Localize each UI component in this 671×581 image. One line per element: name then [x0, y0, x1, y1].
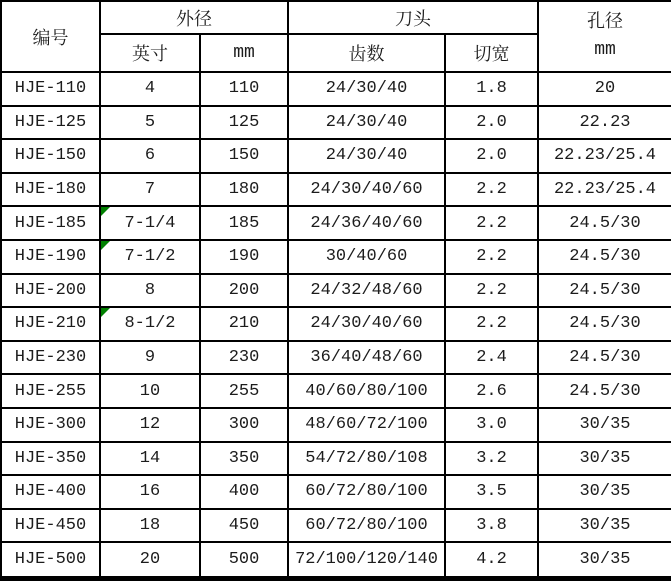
table-row: [1, 307, 671, 341]
code-cell: HJE-230: [1, 341, 100, 375]
bore-cell: 22.23/25.4: [538, 173, 671, 207]
teeth-cell: 72/100/120/140: [288, 542, 445, 578]
inch-cell: 7: [100, 173, 200, 207]
bore-cell: 20: [538, 72, 671, 106]
code-cell: HJE-110: [1, 72, 100, 106]
table-row: [1, 475, 671, 509]
table-row: [1, 139, 671, 173]
inch-cell: 9: [100, 341, 200, 375]
mm-cell: 500: [200, 542, 288, 578]
table-row: [1, 341, 671, 375]
table-row: [1, 509, 671, 543]
code-cell: HJE-350: [1, 442, 100, 476]
mm-cell: 110: [200, 72, 288, 106]
code-cell: HJE-210: [1, 307, 100, 341]
inch-cell: 20: [100, 542, 200, 578]
cut-width-cell: 2.2: [445, 240, 538, 274]
teeth-cell: 36/40/48/60: [288, 341, 445, 375]
bore-cell: 30/35: [538, 442, 671, 476]
error-flag-icon: [101, 241, 110, 250]
table-row: [1, 206, 671, 240]
cut-width-cell: 4.2: [445, 542, 538, 578]
cut-width-cell: 2.0: [445, 139, 538, 173]
teeth-cell: 48/60/72/100: [288, 408, 445, 442]
teeth-cell: 30/40/60: [288, 240, 445, 274]
mm-cell: 185: [200, 206, 288, 240]
teeth-cell: 40/60/80/100: [288, 374, 445, 408]
cut-width-cell: 2.2: [445, 173, 538, 207]
bore-cell: 30/35: [538, 475, 671, 509]
bore-cell: 30/35: [538, 542, 671, 578]
teeth-cell: 60/72/80/100: [288, 509, 445, 543]
code-cell: HJE-450: [1, 509, 100, 543]
table-row: [1, 173, 671, 207]
code-cell: HJE-185: [1, 206, 100, 240]
inch-cell: 10: [100, 374, 200, 408]
teeth-cell: 24/36/40/60: [288, 206, 445, 240]
col-header-teeth: 齿数: [288, 34, 445, 72]
table-row: [1, 72, 671, 106]
cut-width-cell: 3.0: [445, 408, 538, 442]
mm-cell: 255: [200, 374, 288, 408]
bore-cell: 24.5/30: [538, 274, 671, 308]
table-row: [1, 240, 671, 274]
inch-cell: 14: [100, 442, 200, 476]
inch-cell: 7-1/2: [100, 240, 200, 274]
col-group-outer-diameter: 外径: [100, 1, 288, 34]
teeth-cell: 24/32/48/60: [288, 274, 445, 308]
cut-width-cell: 2.2: [445, 206, 538, 240]
mm-cell: 210: [200, 307, 288, 341]
cut-width-cell: 3.5: [445, 475, 538, 509]
cut-width-cell: 2.2: [445, 274, 538, 308]
bore-cell: 30/35: [538, 408, 671, 442]
inch-cell: 16: [100, 475, 200, 509]
teeth-cell: 24/30/40/60: [288, 307, 445, 341]
teeth-cell: 24/30/40/60: [288, 173, 445, 207]
code-cell: HJE-200: [1, 274, 100, 308]
teeth-cell: 24/30/40: [288, 139, 445, 173]
inch-cell: 8: [100, 274, 200, 308]
cut-width-cell: 2.6: [445, 374, 538, 408]
table-row: [1, 542, 671, 578]
inch-cell: 8-1/2: [100, 307, 200, 341]
mm-cell: 125: [200, 106, 288, 140]
cut-width-cell: 2.0: [445, 106, 538, 140]
inch-cell: 18: [100, 509, 200, 543]
bore-cell: 24.5/30: [538, 374, 671, 408]
code-cell: HJE-255: [1, 374, 100, 408]
mm-cell: 400: [200, 475, 288, 509]
error-flag-icon: [101, 207, 110, 216]
col-header-cut-width: 切宽: [445, 34, 538, 72]
teeth-cell: 60/72/80/100: [288, 475, 445, 509]
cut-width-cell: 3.8: [445, 509, 538, 543]
inch-cell: 6: [100, 139, 200, 173]
teeth-cell: 54/72/80/108: [288, 442, 445, 476]
inch-cell: 12: [100, 408, 200, 442]
bore-cell: 24.5/30: [538, 206, 671, 240]
cut-width-cell: 3.2: [445, 442, 538, 476]
mm-cell: 350: [200, 442, 288, 476]
bore-cell: 22.23/25.4: [538, 139, 671, 173]
teeth-cell: 24/30/40: [288, 72, 445, 106]
mm-cell: 450: [200, 509, 288, 543]
mm-cell: 180: [200, 173, 288, 207]
table-row: [1, 106, 671, 140]
col-header-bore-label: 孔径: [587, 13, 623, 34]
bore-cell: 24.5/30: [538, 307, 671, 341]
code-cell: HJE-500: [1, 542, 100, 578]
error-flag-icon: [101, 308, 110, 317]
col-header-inch: 英寸: [100, 34, 200, 72]
code-cell: HJE-300: [1, 408, 100, 442]
col-header-mm: mm: [200, 34, 288, 72]
code-cell: HJE-400: [1, 475, 100, 509]
table-row: [1, 442, 671, 476]
mm-cell: 190: [200, 240, 288, 274]
col-header-bore-unit: mm: [594, 39, 616, 60]
mm-cell: 300: [200, 408, 288, 442]
table-row: [1, 274, 671, 308]
mm-cell: 150: [200, 139, 288, 173]
mm-cell: 200: [200, 274, 288, 308]
col-header-number: 编号: [1, 1, 100, 72]
code-cell: HJE-190: [1, 240, 100, 274]
bore-cell: 22.23: [538, 106, 671, 140]
bore-cell: 30/35: [538, 509, 671, 543]
bore-cell: 24.5/30: [538, 341, 671, 375]
teeth-cell: 24/30/40: [288, 106, 445, 140]
table-row: [1, 408, 671, 442]
mm-cell: 230: [200, 341, 288, 375]
cut-width-cell: 2.4: [445, 341, 538, 375]
spec-table-body: [1, 72, 671, 579]
inch-cell: 7-1/4: [100, 206, 200, 240]
bore-cell: 24.5/30: [538, 240, 671, 274]
code-cell: HJE-125: [1, 106, 100, 140]
inch-cell: 4: [100, 72, 200, 106]
code-cell: HJE-180: [1, 173, 100, 207]
cut-width-cell: 1.8: [445, 72, 538, 106]
col-header-bore: [538, 1, 671, 72]
cut-width-cell: 2.2: [445, 307, 538, 341]
inch-cell: 5: [100, 106, 200, 140]
code-cell: HJE-150: [1, 139, 100, 173]
col-group-blade: 刀头: [288, 1, 538, 34]
table-row: [1, 374, 671, 408]
